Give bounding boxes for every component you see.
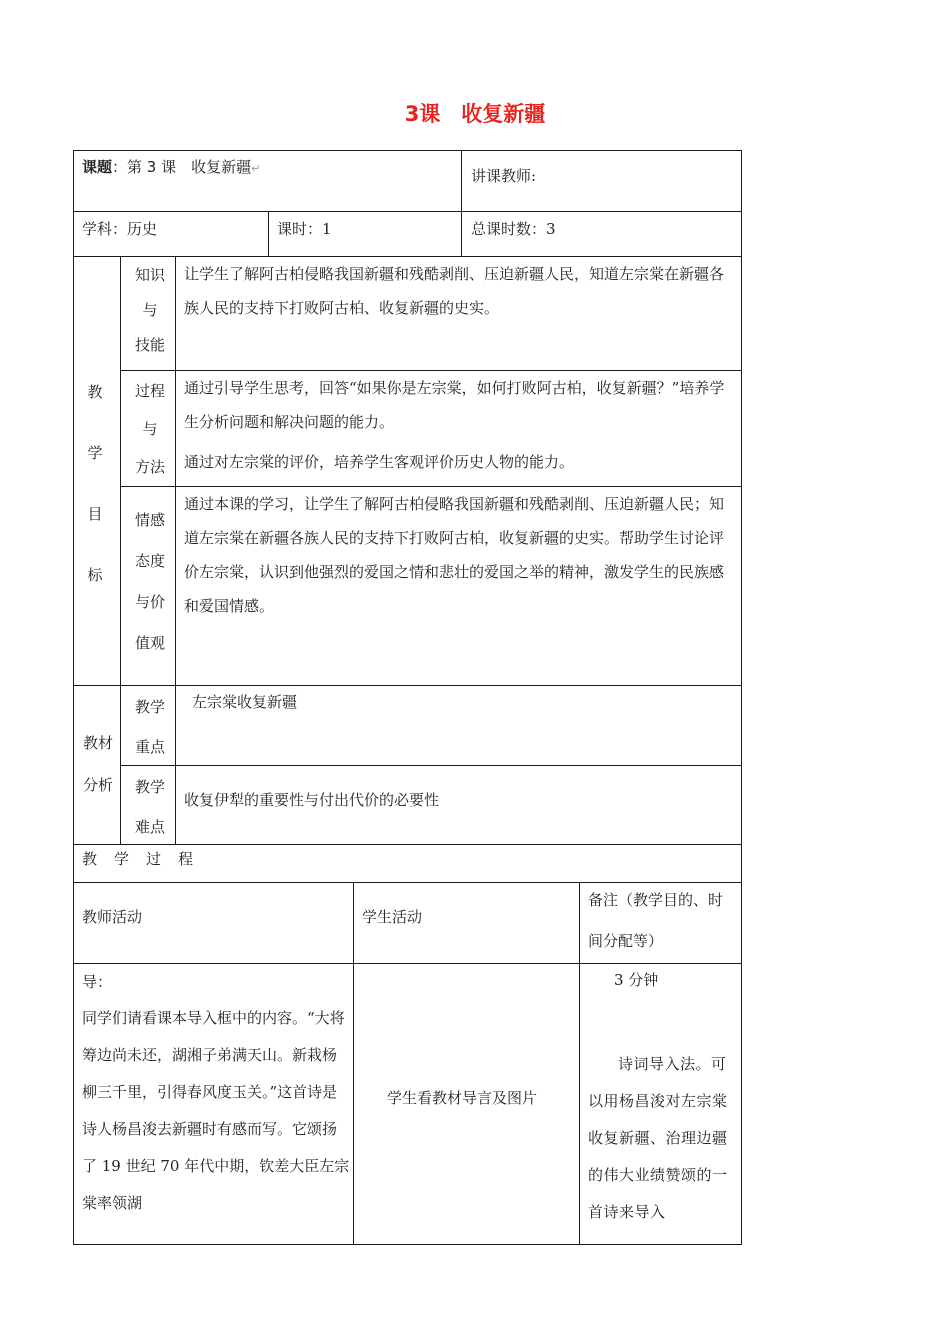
knowledge-label bbox=[124, 258, 176, 363]
col-divider bbox=[268, 211, 269, 256]
key-point-label bbox=[124, 687, 176, 767]
student-activity-text: 学生看教材导言及图片 bbox=[387, 1089, 538, 1107]
row-divider bbox=[73, 211, 742, 212]
topic-value: 第 3 课 收复新疆 bbox=[127, 158, 252, 176]
process-label-line: 与 bbox=[142, 420, 158, 438]
student-activity-header: 学生活动 bbox=[362, 908, 423, 926]
emotion-label bbox=[124, 500, 176, 664]
objectives-label-char: 标 bbox=[87, 566, 103, 584]
topic-colon: ： bbox=[112, 158, 128, 176]
objectives-label-char: 学 bbox=[87, 444, 103, 462]
return-mark-icon: ↵ bbox=[251, 162, 261, 175]
emotion-label-line: 值观 bbox=[134, 634, 165, 652]
emotion-label-line: 与价 bbox=[134, 593, 165, 611]
process-text-1: 通过引导学生思考，回答“如果你是左宗棠，如何打败阿古柏，收复新疆？”培养学生分析问题和解决问题的能力。 bbox=[184, 379, 725, 431]
table-border-left bbox=[73, 150, 74, 1245]
subject-cell: 学科：历史 bbox=[82, 220, 158, 238]
row-divider bbox=[120, 765, 742, 766]
emotion-text: 通过本课的学习，让学生了解阿古柏侵略我国新疆和残酷剥削、压迫新疆人民；知道左宗棠在新疆各族人民的支持下打败阿古柏，收复新疆的史实。帮助学生讨论评价左宗棠，认识到他强烈的爱国之情和悲壮的爱国之举的精神，激发学生的民族感和爱国情感。 bbox=[184, 495, 725, 615]
objectives-label-char: 目 bbox=[87, 505, 103, 523]
knowledge-label-line: 知识 bbox=[134, 266, 165, 284]
key-point-label-line: 教学 bbox=[134, 698, 165, 716]
col-divider bbox=[461, 150, 462, 256]
emotion-label-line: 情感 bbox=[134, 511, 165, 529]
topic-label: 课题 bbox=[82, 158, 113, 176]
table-border-bottom bbox=[73, 1244, 742, 1245]
difficulty-label-line: 教学 bbox=[134, 778, 165, 796]
difficulty-text: 收复伊犁的重要性与付出代价的必要性 bbox=[184, 791, 440, 809]
table-border-right bbox=[741, 150, 742, 1245]
key-point-text: 左宗棠收复新疆 bbox=[192, 693, 298, 711]
materials-label-line: 分析 bbox=[82, 776, 113, 794]
process-label bbox=[124, 372, 176, 486]
intro-title: 导： bbox=[82, 973, 113, 991]
objectives-group-label bbox=[80, 362, 110, 606]
row-divider bbox=[73, 685, 742, 686]
difficulty-label-line: 难点 bbox=[134, 818, 165, 836]
page-title: 3课 收复新疆 bbox=[404, 102, 546, 126]
difficulty-label bbox=[124, 767, 176, 847]
emotion-label-line: 态度 bbox=[134, 552, 165, 570]
col-divider bbox=[579, 882, 580, 1244]
col-divider bbox=[120, 256, 121, 844]
note-text: 诗词导入法。可以用杨昌浚对左宗棠收复新疆、治理边疆的伟大业绩赞颂的一首诗来导入 bbox=[588, 1055, 728, 1221]
key-point-label-line: 重点 bbox=[134, 738, 165, 756]
teacher-label: 讲课教师: bbox=[471, 167, 537, 185]
note-time: 3 分钟 bbox=[614, 971, 659, 989]
total-hours-cell: 总课时数：3 bbox=[471, 220, 556, 238]
teacher-activity-text: 同学们请看课本导入框中的内容。“大将筹边尚未还，湖湘子弟满天山。新栽杨柳三千里，引得春风度玉关。”这首诗是诗人杨昌浚去新疆时有感而写。它颂扬了 19 世纪 70 年代中期，钦差大臣左宗棠率领湖 bbox=[82, 1009, 350, 1212]
materials-label-line: 教材 bbox=[82, 734, 113, 752]
hours-cell: 课时：1 bbox=[277, 220, 332, 238]
objectives-label-char: 教 bbox=[87, 383, 103, 401]
process-label-line: 方法 bbox=[134, 458, 165, 476]
teacher-activity-header: 教师活动 bbox=[82, 908, 143, 926]
teaching-process-header: 教 学 过 程 bbox=[82, 850, 195, 868]
process-label-line: 过程 bbox=[134, 382, 165, 400]
process-text-2: 通过对左宗棠的评价，培养学生客观评价历史人物的能力。 bbox=[184, 453, 575, 471]
col-divider bbox=[353, 882, 354, 1244]
notes-header: 备注（教学目的、时间分配等） bbox=[588, 891, 724, 950]
table-border-top bbox=[73, 150, 742, 151]
row-divider bbox=[73, 963, 742, 964]
topic-cell bbox=[82, 157, 260, 179]
knowledge-label-line: 与 bbox=[142, 301, 158, 319]
materials-group-label bbox=[78, 722, 118, 806]
knowledge-label-line: 技能 bbox=[134, 336, 165, 354]
knowledge-text: 让学生了解阿古柏侵略我国新疆和残酷剥削、压迫新疆人民，知道左宗棠在新疆各族人民的支持下打败阿古柏、收复新疆的史实。 bbox=[184, 265, 725, 317]
